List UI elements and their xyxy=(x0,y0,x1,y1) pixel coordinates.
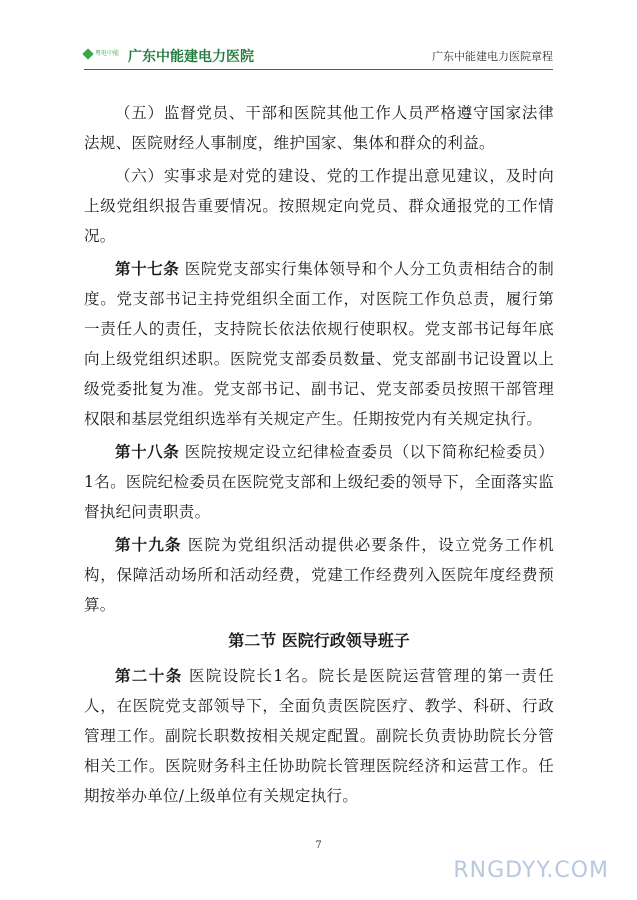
header-document-title: 广东中能建电力医院章程 xyxy=(432,50,553,63)
article-17-heading: 第十七条 xyxy=(115,259,180,278)
watermark: RNGDYY.COM xyxy=(453,858,609,883)
document-body xyxy=(84,98,554,814)
article-17: 第十七条 医院党支部实行集体领导和个人分工负责相结合的制度。党支部书记主持党组织全面工作，对医院工作负总责，履行第一责任人的责任，支持院长依法依规行使职权。党支部书记每年底向上级党组织述职。医院党支部委员数量、党支部副书记设置以上级党委批复为准。党支部书记、副书记、党支部委员按照干部管理权限和基层党组织选举有关规定产生。任期按党内有关规定执行。 xyxy=(84,259,554,428)
hospital-logo xyxy=(84,48,124,62)
article-18-heading: 第十八条 xyxy=(115,442,180,461)
article-18: 第十八条 医院按规定设立纪律检查委员（以下简称纪检委员）1名。医院纪检委员在医院党支部和上级纪委的领导下，全面落实监督执纪问责职责。 xyxy=(84,442,554,521)
header-hospital-name: 广东中能建电力医院 xyxy=(128,49,254,65)
article-19-heading: 第十九条 xyxy=(115,535,182,554)
logo-icon xyxy=(82,48,93,59)
article-20: 第二十条 医院设院长1名。院长是医院运营管理的第一责任人，在医院党支部领导下，全面负责医院医疗、教学、科研、行政管理工作。副院长职数按相关规定配置。副院长负责协助院长分管相关工作。医院财务科主任协助院长管理医院经济和运营工作。任期按举办单位/上级单位有关规定执行。 xyxy=(84,666,554,805)
logo-text: 粤电中能 xyxy=(95,50,120,57)
page-number: 7 xyxy=(315,840,322,851)
page-header xyxy=(84,45,553,70)
section-title: 第二节 医院行政领导班子 xyxy=(228,631,410,650)
article-19: 第十九条 医院为党组织活动提供必要条件，设立党务工作机构，保障活动场所和活动经费，党建工作经费列入医院年度经费预算。 xyxy=(84,535,554,614)
article-20-heading: 第二十条 xyxy=(115,666,183,685)
paragraph-6-report: （六）实事求是对党的建设、党的工作提出意见建议，及时向上级党组织报告重要情况。按照规定向党员、群众通报党的工作情况。 xyxy=(84,167,554,245)
paragraph-5-supervise: （五）监督党员、干部和医院其他工作人员严格遵守国家法律法规、医院财经人事制度，维护国家、集体和群众的利益。 xyxy=(84,104,554,152)
